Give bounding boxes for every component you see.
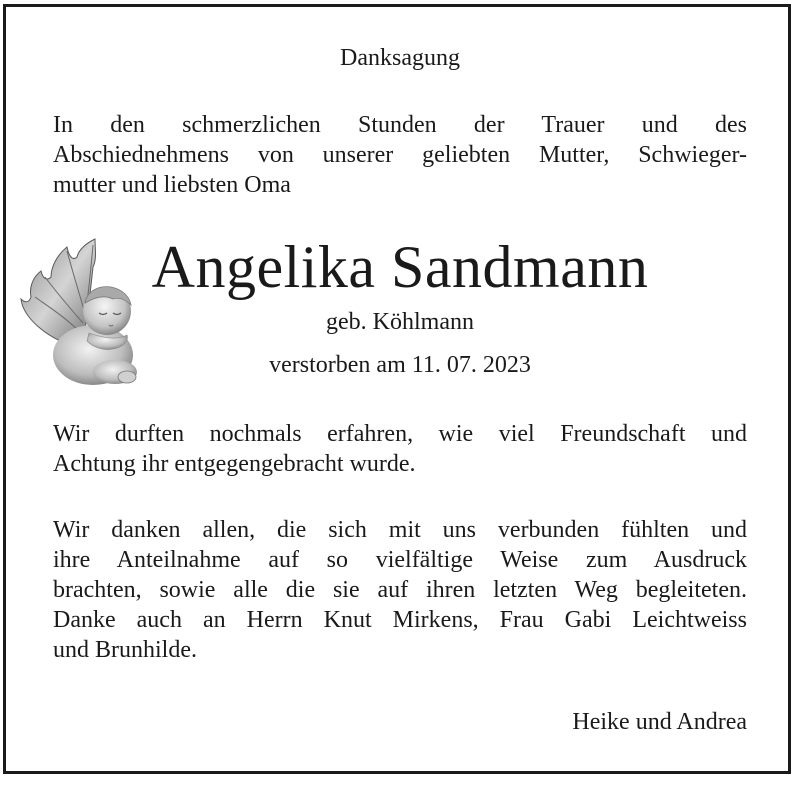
death-date: verstorben am 11. 07. 2023 [269, 352, 531, 378]
message-line: ihre Anteilnahme auf so vielfältige Weise zum Ausdruck [53, 547, 747, 573]
birth-name: geb. Köhlmann [326, 309, 474, 335]
message-line: brachten, sowie alle die sie auf ihren letzten Weg begleiteten. [53, 577, 747, 603]
message-line: Danke auch an Herrn Knut Mirkens, Frau Gabi Leichtweiss [53, 607, 747, 633]
deceased-name: Angelika Sandmann [151, 234, 649, 300]
signature: Heike und Andrea [572, 709, 747, 735]
intro-line: In den schmerzlichen Stunden der Trauer und des [53, 112, 747, 138]
message-paragraph-1 [53, 419, 747, 479]
message-line: Achtung ihr entgegengebracht wurde. [53, 451, 416, 477]
message-line: Wir danken allen, die sich mit uns verbunden fühlten und [53, 517, 747, 543]
message-line: und Brunhilde. [53, 637, 197, 663]
message-line: Wir durften nochmals erfahren, wie viel Freundschaft und [53, 421, 747, 447]
intro-paragraph [53, 110, 747, 200]
notice-heading: Danksagung [340, 45, 460, 71]
message-paragraph-2 [53, 515, 747, 665]
intro-line: Abschiednehmens von unserer geliebten Mutter, Schwieger- [53, 142, 747, 168]
intro-line: mutter und liebsten Oma [53, 172, 291, 198]
